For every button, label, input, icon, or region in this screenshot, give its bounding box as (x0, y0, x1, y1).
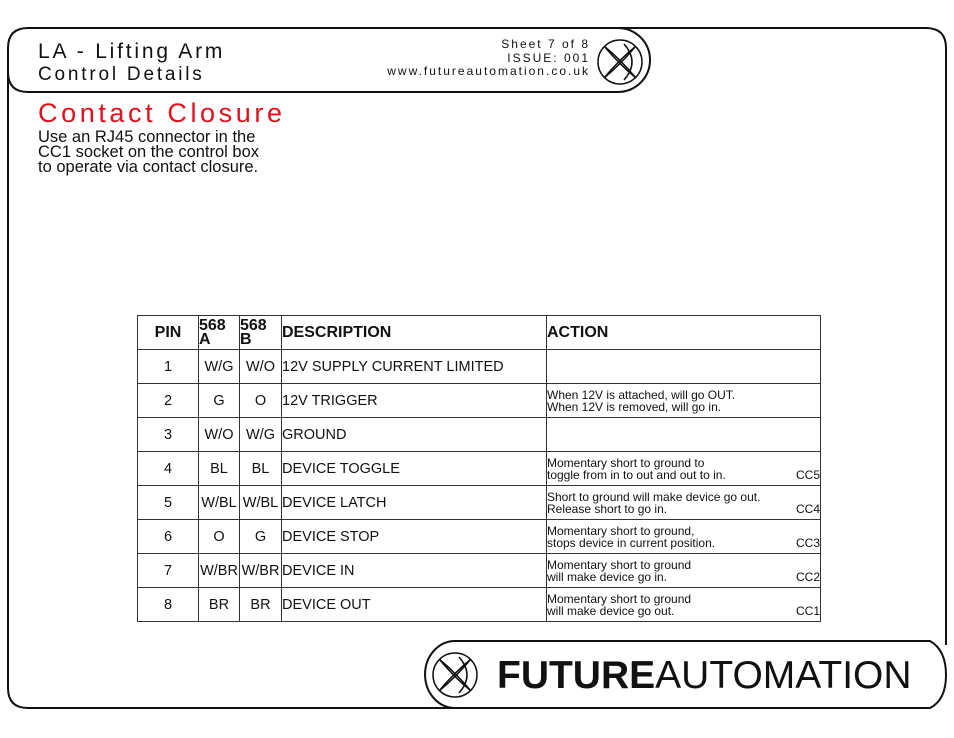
table-row (138, 418, 821, 452)
wire-568a-cell: BL (199, 452, 240, 486)
action-line: When 12V is removed, will go in. (547, 399, 722, 414)
action-line: Momentary short to ground (547, 591, 692, 606)
header-568b-letter: B (240, 330, 252, 348)
action-cell (547, 452, 821, 486)
description-cell: 12V SUPPLY CURRENT LIMITED (282, 350, 547, 384)
pin-cell: 7 (138, 554, 199, 588)
contact-closure-code: CC4 (795, 501, 820, 516)
website: www.futureautomation.co.uk (387, 64, 590, 78)
sheet-title: LA - Lifting Arm (38, 40, 226, 63)
table-row (138, 486, 821, 520)
wire-568b-cell: W/BL (240, 486, 282, 520)
wire-568b-cell: O (240, 384, 282, 418)
description-cell: DEVICE IN (282, 554, 547, 588)
description-line: Use an RJ45 connector in the (38, 128, 256, 146)
action-line: stops device in current position. (547, 535, 716, 550)
wire-568a-cell: W/O (199, 418, 240, 452)
table-row (138, 452, 821, 486)
wire-568b-cell: W/O (240, 350, 282, 384)
contact-closure-code: CC1 (795, 603, 820, 618)
header-pin: PIN (138, 316, 199, 350)
description-cell: DEVICE STOP (282, 520, 547, 554)
action-line: will make device go in. (547, 569, 668, 584)
pin-cell: 3 (138, 418, 199, 452)
description-line: to operate via contact closure. (38, 158, 259, 176)
table-header-row (138, 316, 821, 350)
description-cell: 12V TRIGGER (282, 384, 547, 418)
sheet-number: Sheet 7 of 8 (501, 37, 590, 51)
contact-closure-code: CC2 (795, 569, 820, 584)
sheet-info (387, 38, 590, 79)
sheet-subtitle: Control Details (38, 64, 205, 85)
header-568a-number: 568 (199, 316, 226, 334)
description-cell: DEVICE TOGGLE (282, 452, 547, 486)
pin-cell: 8 (138, 588, 199, 622)
action-cell (547, 486, 821, 520)
action-cell (547, 588, 821, 622)
wire-568b-cell: W/G (240, 418, 282, 452)
brand-regular: AUTOMATION (655, 654, 912, 697)
action-cell (547, 350, 821, 384)
header-568a-letter: A (199, 330, 211, 348)
pin-cell: 5 (138, 486, 199, 520)
pin-cell: 2 (138, 384, 199, 418)
wire-568b-cell: BR (240, 588, 282, 622)
future-automation-logo-icon (425, 645, 485, 705)
wire-568b-cell: W/BR (240, 554, 282, 588)
contact-closure-code: CC5 (795, 467, 820, 482)
action-line: toggle from in to out and out to in. (547, 467, 726, 482)
section-heading: Contact Closure (38, 98, 286, 128)
footer-brand (497, 656, 912, 695)
section-description (38, 130, 259, 175)
header-action: ACTION (547, 316, 821, 350)
pin-cell: 6 (138, 520, 199, 554)
wire-568a-cell: W/BR (199, 554, 240, 588)
wire-568a-cell: W/BL (199, 486, 240, 520)
table-row (138, 350, 821, 384)
action-line: Momentary short to ground (547, 557, 692, 572)
action-cell (547, 418, 821, 452)
pin-cell: 1 (138, 350, 199, 384)
brand-bold: FUTURE (497, 654, 656, 697)
description-line: CC1 socket on the control box (38, 143, 260, 161)
wire-568a-cell: O (199, 520, 240, 554)
header-568b-number: 568 (240, 316, 267, 334)
action-line: will make device go out. (547, 603, 675, 618)
wire-568b-cell: G (240, 520, 282, 554)
issue-number: ISSUE: 001 (507, 50, 590, 65)
wire-568a-cell: G (199, 384, 240, 418)
table-row (138, 520, 821, 554)
description-cell: DEVICE LATCH (282, 486, 547, 520)
table-row (138, 588, 821, 622)
wire-568b-cell: BL (240, 452, 282, 486)
description-cell: GROUND (282, 418, 547, 452)
header-568a (199, 316, 240, 350)
future-automation-logo-icon (590, 32, 650, 92)
action-cell (547, 554, 821, 588)
header-description: DESCRIPTION (282, 316, 547, 350)
action-line: Release short to go in. (547, 501, 668, 516)
action-line: Momentary short to ground to (547, 455, 705, 470)
pin-cell: 4 (138, 452, 199, 486)
action-line: Momentary short to ground, (547, 523, 695, 538)
table-row (138, 554, 821, 588)
contact-closure-code: CC3 (795, 535, 820, 550)
description-cell: DEVICE OUT (282, 588, 547, 622)
action-cell (547, 520, 821, 554)
wire-568a-cell: W/G (199, 350, 240, 384)
action-line: When 12V is attached, will go OUT. (547, 387, 736, 402)
pinout-table (137, 315, 821, 622)
table-row (138, 384, 821, 418)
wire-568a-cell: BR (199, 588, 240, 622)
header-568b (240, 316, 282, 350)
action-cell (547, 384, 821, 418)
action-line: Short to ground will make device go out. (547, 489, 761, 504)
